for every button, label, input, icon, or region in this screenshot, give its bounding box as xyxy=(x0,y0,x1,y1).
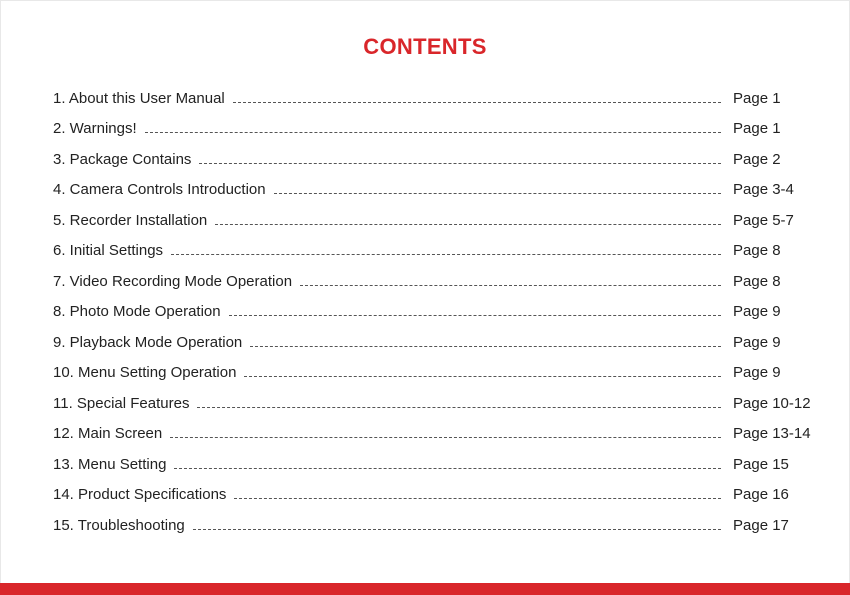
dotted-leader xyxy=(193,529,721,530)
toc-entry-label: 2. Warnings! xyxy=(53,120,137,138)
toc-entry[interactable] xyxy=(53,83,813,114)
toc-entry-page: Page 9 xyxy=(733,303,781,321)
toc-entry-page: Page 3-4 xyxy=(733,181,794,199)
toc-entry-label: 11. Special Features xyxy=(53,394,190,412)
dotted-leader xyxy=(300,285,721,286)
table-of-contents xyxy=(53,83,813,541)
toc-entry[interactable] xyxy=(53,144,813,175)
toc-entry-page: Page 1 xyxy=(733,120,781,138)
toc-entry-page: Page 16 xyxy=(733,486,789,504)
toc-entry[interactable] xyxy=(53,358,813,389)
toc-entry-label: 1. About this User Manual xyxy=(53,89,225,107)
toc-entry-label: 13. Menu Setting xyxy=(53,455,167,473)
dotted-leader xyxy=(234,498,721,499)
toc-entry-page: Page 9 xyxy=(733,333,781,351)
dotted-leader xyxy=(274,193,721,194)
toc-entry-label: 4. Camera Controls Introduction xyxy=(53,181,266,199)
dotted-leader xyxy=(229,315,721,316)
dotted-leader xyxy=(197,407,721,408)
toc-entry[interactable] xyxy=(53,510,813,541)
page-title: CONTENTS xyxy=(363,34,487,59)
toc-entry-label: 8. Photo Mode Operation xyxy=(53,303,221,321)
toc-entry[interactable] xyxy=(53,175,813,206)
toc-entry[interactable] xyxy=(53,419,813,450)
toc-entry-page: Page 2 xyxy=(733,150,781,168)
toc-entry-page: Page 5-7 xyxy=(733,211,794,229)
toc-entry-page: Page 15 xyxy=(733,455,789,473)
toc-entry-page: Page 8 xyxy=(733,272,781,290)
dotted-leader xyxy=(244,376,721,377)
toc-entry-label: 5. Recorder Installation xyxy=(53,211,208,229)
toc-entry[interactable] xyxy=(53,327,813,358)
dotted-leader xyxy=(215,224,721,225)
toc-entry-page: Page 10-12 xyxy=(733,394,811,412)
toc-entry-label: 9. Playback Mode Operation xyxy=(53,333,243,351)
toc-entry-page: Page 9 xyxy=(733,364,781,382)
toc-entry[interactable] xyxy=(53,114,813,145)
dotted-leader xyxy=(174,468,721,469)
toc-entry[interactable] xyxy=(53,480,813,511)
dotted-leader xyxy=(170,437,721,438)
toc-entry-label: 3. Package Contains xyxy=(53,150,192,168)
toc-entry-page: Page 8 xyxy=(733,242,781,260)
toc-entry-label: 14. Product Specifications xyxy=(53,486,227,504)
dotted-leader xyxy=(199,163,721,164)
footer-accent-bar xyxy=(0,583,850,595)
toc-entry-label: 15. Troubleshooting xyxy=(53,516,185,534)
toc-entry-label: 12. Main Screen xyxy=(53,425,163,443)
toc-entry-label: 7. Video Recording Mode Operation xyxy=(53,272,293,290)
dotted-leader xyxy=(145,132,721,133)
toc-entry[interactable] xyxy=(53,205,813,236)
toc-entry[interactable] xyxy=(53,236,813,267)
dotted-leader xyxy=(250,346,721,347)
toc-entry-page: Page 13-14 xyxy=(733,425,811,443)
toc-entry[interactable] xyxy=(53,266,813,297)
toc-entry-page: Page 17 xyxy=(733,516,789,534)
toc-entry[interactable] xyxy=(53,388,813,419)
toc-entry-page: Page 1 xyxy=(733,89,781,107)
toc-entry-label: 6. Initial Settings xyxy=(53,242,164,260)
toc-entry-label: 10. Menu Setting Operation xyxy=(53,364,237,382)
toc-entry[interactable] xyxy=(53,297,813,328)
dotted-leader xyxy=(233,102,721,103)
toc-entry[interactable] xyxy=(53,449,813,480)
dotted-leader xyxy=(171,254,721,255)
